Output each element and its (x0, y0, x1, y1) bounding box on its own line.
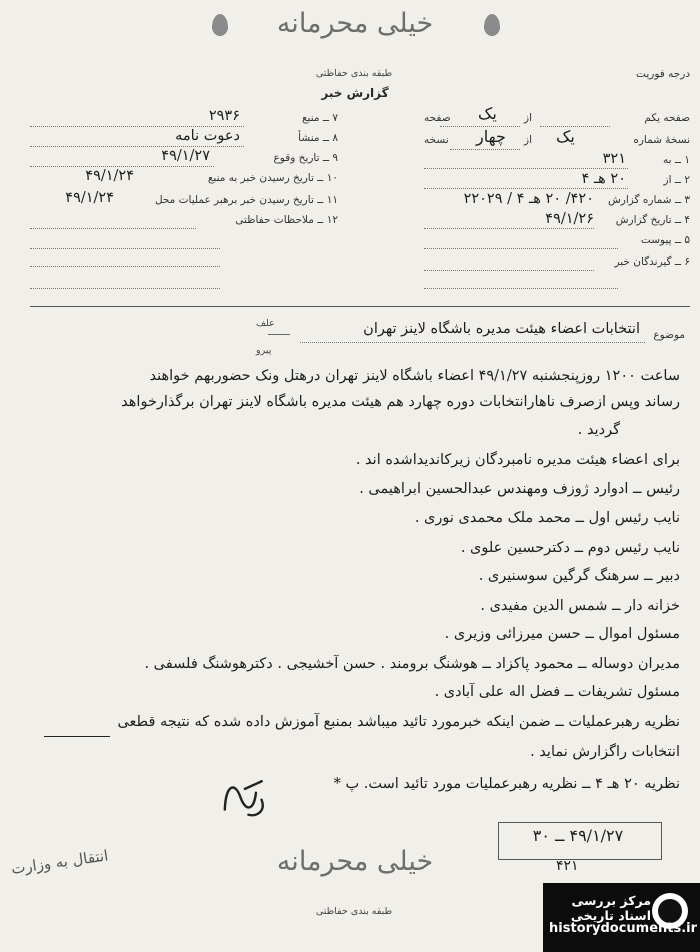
body-line: گردید . (577, 422, 620, 438)
subject-label: موضوع (653, 329, 685, 341)
body-line: رساند وپس ازصرف ناهارانتخابات دوره چهارد هم هیئت مدیره باشگاه لاینز تهران برگذارخواهد (121, 394, 680, 410)
page-from: از (524, 112, 532, 124)
field-received-source-value: ۴۹/۱/۲۴ (85, 168, 134, 184)
body-line: مدیران دوساله ــ محمود پاکزاد ــ هوشنگ برومند . حسن آخشیجی . دکترهوشنگ فلسفی . (144, 656, 680, 672)
copy-word: نسخه (424, 134, 449, 146)
body-line: نایب رئیس اول ــ محمد ملک محمدی نوری . (414, 510, 680, 526)
report-title: گزارش خبر (321, 86, 389, 100)
body-line: ساعت ۱۲۰۰ روزپنجشنبه ۴۹/۱/۲۷ اعضاء باشگاه لاینز تهران درهتل ونک حضوربهم خواهند (149, 368, 680, 384)
protection-level-label: طبقه بندی حفاظتی (315, 68, 393, 79)
field-source-value: ۲۹۳۶ (208, 108, 240, 124)
to-value: ۳۲۱ (602, 151, 626, 167)
field-origin-value: دعوت نامه (175, 128, 240, 144)
copy-total: چهار (476, 127, 506, 146)
page-value: یک (478, 104, 497, 123)
copy-value: یک (556, 127, 575, 146)
attachment-label: ۵ ــ پیوست (640, 234, 690, 246)
page-label: صفحه یکم (644, 112, 690, 124)
copy-label: نسخهٔ شماره (633, 134, 690, 146)
copy-from: از (524, 134, 532, 146)
body-line: انتخابات راگزارش نماید . (530, 744, 680, 760)
watermark-url: historydocuments.ir (549, 921, 698, 936)
body-line: رئیس ــ ادوارد ژوزف ومهندس عبدالحسین ابراهیمی . (359, 481, 680, 497)
report-date-label: ۴ ــ تاریخ گزارش (615, 214, 690, 226)
body-line: نظریه ۲۰ هـ ۴ ــ نظریه رهبرعملیات مورد تائید است. پ * (333, 776, 680, 792)
subject-side-top: علف (256, 318, 275, 329)
body-line: نظریه رهبرعملیات ــ ضمن اینکه خبرمورد تائید میباشد بمنبع آموزش داده شده که نتیجه قطعی (117, 714, 680, 730)
body-line: برای اعضاء هیئت مدیره نامبردگان زیرکاندیداشده اند . (355, 452, 680, 468)
subject-value: انتخابات اعضاء هیئت مدیره باشگاه لاینز تهران (363, 321, 640, 337)
subject-side-bottom: پیرو (256, 345, 272, 356)
to-label: ۱ ــ به (662, 154, 690, 166)
urgency-label: درجه فوریت (636, 68, 690, 80)
from-value: ۲۰ هـ ۴ (581, 171, 626, 187)
header-divider (30, 306, 690, 307)
field-security-notes-label: ۱۲ ــ ملاحظات حفاظتی (235, 214, 338, 226)
page-word: صفحه (424, 112, 451, 124)
protection-level-label-bottom: طبقه بندی حفاظتی (315, 906, 393, 917)
body-line: خزانه دار ــ شمس الدین مفیدی . (480, 598, 680, 614)
field-received-source-label: ۱۰ ــ تاریخ رسیدن خبر به منبع (207, 172, 338, 184)
drop-ornament-right (484, 14, 500, 36)
field-occurrence-value: ۴۹/۱/۲۷ (161, 148, 210, 164)
body-line: مسئول اموال ــ حسن میرزائی وزیری . (444, 626, 680, 642)
subject-side-rule (268, 334, 290, 335)
date-stamp-line2: ۴۲۱ (556, 858, 579, 874)
report-number-value: ۴۲۰/ ۲۰ هـ ۴ / ۲۲۰۲۹ (463, 191, 594, 207)
field-occurrence-label: ۹ ــ تاریخ وقوع (273, 152, 338, 164)
body-line: مسئول تشریفات ــ فضل اله علی آبادی . (434, 684, 680, 700)
date-stamp-line1: ۴۹/۱/۲۷ ــ ۳۰ (532, 826, 624, 845)
margin-handwritten-note: انتقال به وزارت (10, 846, 110, 878)
field-received-leader-label: ۱۱ ــ تاریخ رسیدن خبر برهبر عملیات محل (154, 194, 338, 206)
watermark-logo (543, 883, 700, 952)
watermark-site-name: مرکز بررسی اسناد تاریخی (570, 893, 651, 923)
body-line: دبیر ــ سرهنگ گرگین سوسنیری . (478, 568, 680, 584)
drop-ornament-left (212, 14, 228, 36)
underline-mark (44, 736, 110, 737)
from-label: ۲ ــ از (663, 174, 690, 186)
classification-stamp-top: خیلی محرمانه (276, 8, 434, 39)
signature (213, 770, 280, 837)
field-received-leader-value: ۴۹/۱/۲۴ (65, 190, 114, 206)
classification-stamp-bottom: خیلی محرمانه (276, 846, 434, 877)
body-line: نایب رئیس دوم ــ دکترحسین علوی . (460, 540, 680, 556)
report-number-label: ۳ ــ شماره گزارش (607, 194, 690, 206)
signature-scribble (213, 770, 278, 829)
field-origin-label: ۸ ــ منشأ (298, 132, 338, 144)
field-source-label: ۷ ــ منبع (301, 112, 338, 124)
recipients-label: ۶ ــ گیرندگان خبر (614, 256, 690, 268)
report-date-value: ۴۹/۱/۲۶ (545, 211, 594, 227)
date-stamp-box (498, 822, 662, 860)
